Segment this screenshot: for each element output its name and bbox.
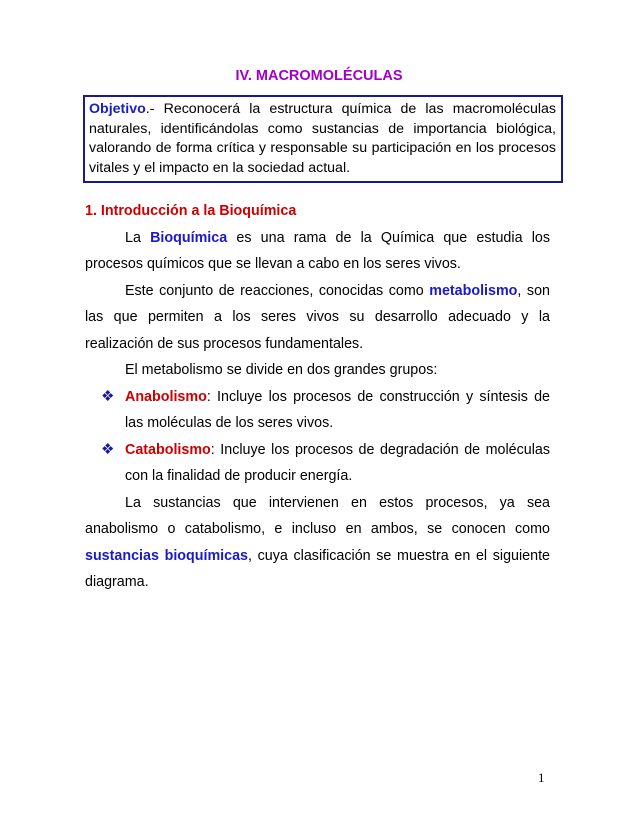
text-span: , son las que permiten a los seres vivos su desarrollo adecuado y la realización de sus procesos fundamentales. bbox=[85, 282, 550, 352]
term-catabolismo: Catabolismo bbox=[125, 441, 211, 458]
term-sustancias-bioquimicas: sustancias bioquímicas bbox=[85, 547, 248, 564]
paragraph-bioquimica bbox=[85, 225, 550, 278]
paragraph-metabolismo bbox=[85, 278, 550, 358]
text-span: La sustancias que intervienen en estos procesos, ya sea anabolismo o catabolismo, e incluso en ambos, se conocen como bbox=[85, 494, 550, 537]
term-anabolismo: Anabolismo bbox=[125, 388, 207, 405]
text-span: Este conjunto de reacciones, conocidas como bbox=[125, 282, 430, 299]
term-metabolismo: metabolismo bbox=[429, 282, 518, 299]
text-span: , cuya clasificación se muestra en el siguiente diagrama. bbox=[85, 547, 550, 590]
paragraph-groups: El metabolismo se divide en dos grandes grupos: bbox=[125, 362, 438, 378]
paragraph-sustancias bbox=[85, 490, 550, 596]
page-number: 1 bbox=[538, 770, 545, 785]
term-bioquimica: Bioquímica bbox=[150, 229, 228, 246]
text-span: : Incluye los procesos de construcción y síntesis de las moléculas de los seres vivos. bbox=[125, 388, 550, 431]
bullet-anabolismo bbox=[85, 384, 550, 437]
objective-label: Objetivo bbox=[89, 101, 146, 117]
page-title: IV. MACROMOLÉCULAS bbox=[235, 68, 403, 84]
text-span: : Incluye los procesos de degradación de moléculas con la finalidad de producir energía. bbox=[125, 441, 550, 484]
diamond-bullet-icon: ❖ bbox=[101, 387, 115, 405]
objective-box bbox=[83, 95, 563, 183]
text-span: La bbox=[125, 229, 151, 246]
bullet-catabolismo bbox=[85, 437, 550, 490]
section-heading: 1. Introducción a la Bioquímica bbox=[85, 203, 297, 219]
document-body bbox=[85, 198, 550, 596]
objective-text: .- Reconocerá la estructura química de las macromoléculas naturales, identificándolas como sustancias de importancia biológica, valorando de forma crítica y responsable su participación en los procesos vitales y el impacto en la sociedad actual. bbox=[89, 101, 556, 176]
text-span: es una rama de la Química que estudia los procesos químicos que se llevan a cabo en los seres vivos. bbox=[85, 229, 550, 272]
diamond-bullet-icon: ❖ bbox=[101, 440, 115, 458]
